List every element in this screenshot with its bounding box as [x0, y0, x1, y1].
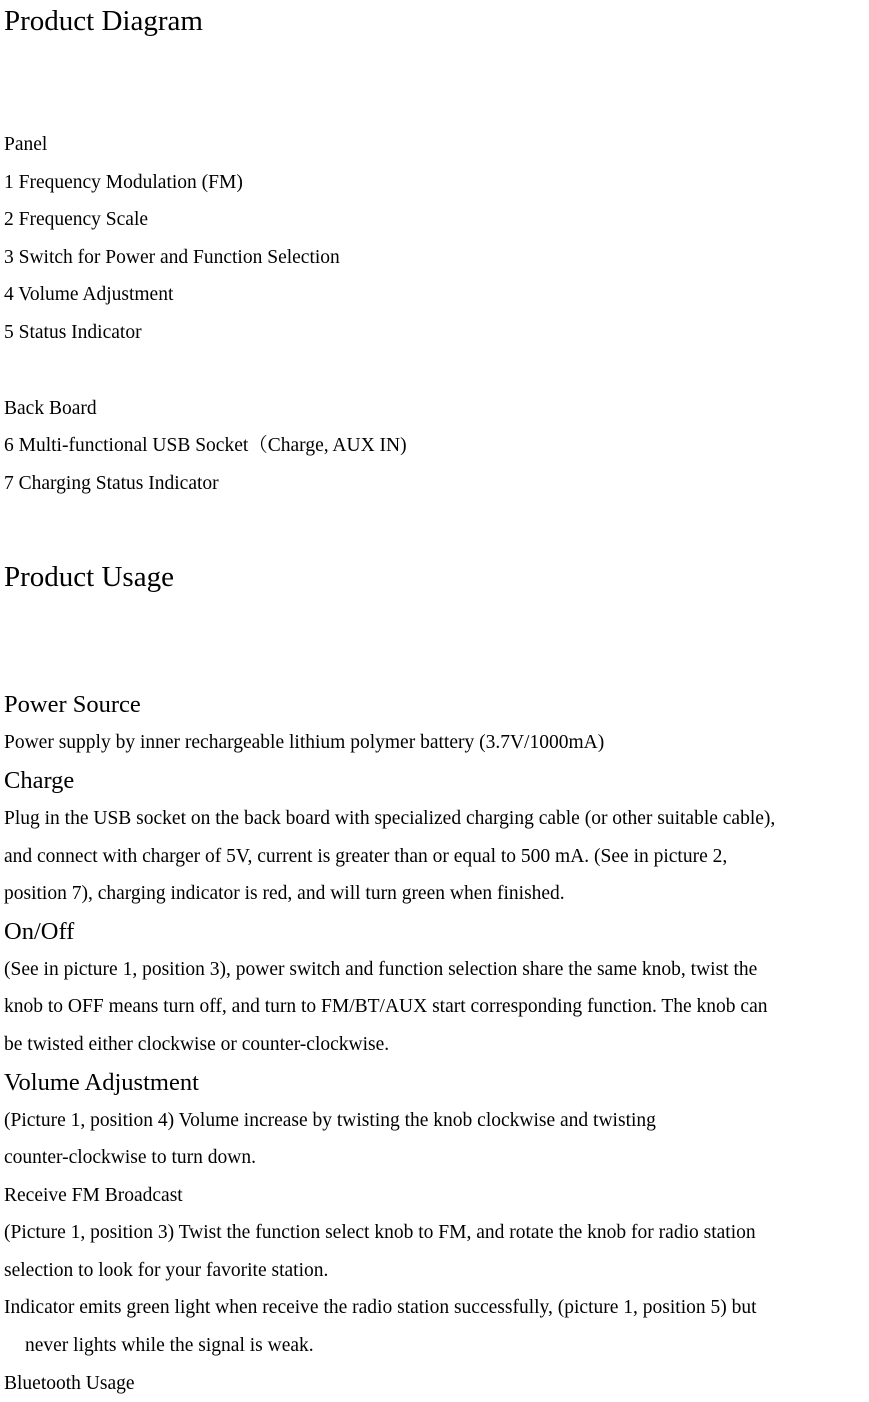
heading-volume-adjustment: Volume Adjustment [4, 1068, 199, 1096]
indicator-text-line: never lights while the signal is weak. [25, 1335, 314, 1357]
back-board-item: 7 Charging Status Indicator [4, 472, 219, 494]
heading-power-source: Power Source [4, 691, 141, 719]
panel-item: 5 Status Indicator [4, 321, 142, 343]
receive-fm-text-line: (Picture 1, position 3) Twist the function select knob to FM, and rotate the knob for radio station [4, 1222, 756, 1244]
charge-text-line: and connect with charger of 5V, current is greater than or equal to 500 mA. (See in picture 2, [4, 845, 728, 867]
panel-item: 2 Frequency Scale [4, 209, 149, 231]
power-source-section [4, 686, 863, 762]
panel-item: 1 Frequency Modulation (FM) [4, 171, 243, 193]
indicator-text-line: Indicator emits green light when receive the radio station successfully, (picture 1, position 5) but [4, 1297, 757, 1319]
back-board-section [4, 390, 863, 503]
on-off-section [4, 913, 863, 1064]
panel-item: 3 Switch for Power and Function Selection [4, 246, 340, 268]
charge-text-line: Plug in the USB socket on the back board with specialized charging cable (or other suitable cable), [4, 807, 776, 829]
panel-title: Panel [4, 134, 48, 155]
bluetooth-usage-title: Bluetooth Usage [4, 1372, 135, 1394]
on-off-text-line: knob to OFF means turn off, and turn to FM/BT/AUX start corresponding function. The knob can [4, 996, 768, 1018]
volume-text-line: (Picture 1, position 4) Volume increase by twisting the knob clockwise and twisting [4, 1109, 656, 1131]
back-board-title: Back Board [4, 397, 97, 419]
charge-text-line: position 7), charging indicator is red, and will turn green when finished. [4, 883, 565, 905]
panel-item: 4 Volume Adjustment [4, 284, 174, 306]
charge-section [4, 762, 863, 913]
receive-fm-section [4, 1177, 863, 1365]
on-off-text-line: be twisted either clockwise or counter-clockwise. [4, 1033, 390, 1055]
volume-adjustment-section [4, 1064, 863, 1177]
heading-product-usage: Product Usage [4, 561, 174, 594]
panel-section [4, 126, 863, 352]
power-source-text: Power supply by inner rechargeable lithium polymer battery (3.7V/1000mA) [4, 732, 605, 754]
receive-fm-title: Receive FM Broadcast [4, 1184, 183, 1206]
back-board-item: 6 Multi-functional USB Socket（Charge, AUX IN) [4, 435, 407, 457]
receive-fm-text-line: selection to look for your favorite station. [4, 1259, 329, 1281]
heading-product-diagram: Product Diagram [4, 5, 203, 37]
heading-on-off: On/Off [4, 917, 75, 945]
heading-charge: Charge [4, 766, 75, 794]
volume-text-line: counter-clockwise to turn down. [4, 1147, 256, 1169]
on-off-text-line: (See in picture 1, position 3), power switch and function selection share the same knob, twist the [4, 958, 758, 980]
